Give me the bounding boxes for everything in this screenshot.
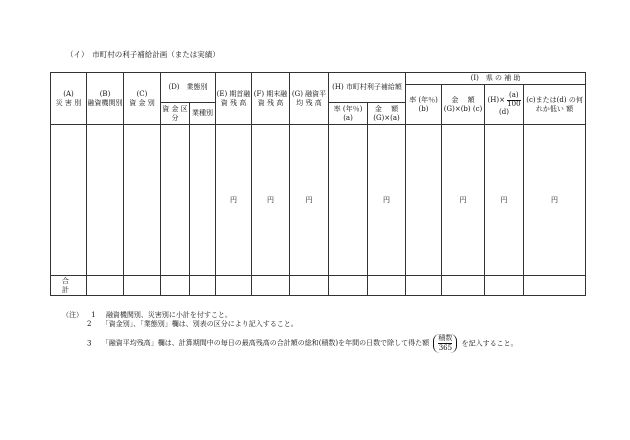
cell-d1[interactable]	[161, 125, 190, 276]
total-h2[interactable]	[368, 276, 406, 296]
note-3	[87, 334, 518, 353]
total-row	[51, 276, 586, 296]
header-b-label: 融資機関別	[87, 98, 123, 107]
note-2-text: 「資金別」、「業態別」欄は、別表の区分により記入すること。	[101, 320, 298, 328]
cell-e[interactable]	[216, 125, 252, 276]
total-i2[interactable]	[442, 276, 485, 296]
header-h-rate: 率 (年％) (a)	[329, 103, 368, 125]
header-i-rate: 率 (年％) (b)	[406, 85, 442, 125]
header-col-d: (D) 業態別	[161, 73, 216, 103]
cell-g[interactable]	[290, 125, 329, 276]
cell-b[interactable]	[87, 125, 124, 276]
unit-yen: 円	[305, 195, 313, 204]
formula-suffix: (d)	[499, 108, 509, 117]
header-h-amount: 金 額 (G)×(a)	[368, 103, 406, 125]
unit-yen: 円	[500, 195, 508, 204]
subsidy-plan-table	[50, 72, 586, 296]
unit-yen: 円	[267, 195, 275, 204]
note-3-text-b: を記入すること。	[461, 339, 518, 348]
header-b-letter: (B)	[99, 90, 111, 99]
header-i-formula	[485, 85, 524, 125]
unit-yen: 円	[230, 195, 238, 204]
header-i-lower: (c)または(d) の何れか低い 額	[524, 85, 586, 125]
header-d-fund: 資 金 区 分	[161, 103, 190, 125]
formula-prefix: (H)×	[487, 96, 505, 105]
header-d-industry: 業種別	[190, 103, 216, 125]
form-title: （イ） 市町村の利子補給計画（または実績）	[66, 50, 220, 59]
total-i1[interactable]	[406, 276, 442, 296]
fraction-denominator: 365	[438, 343, 453, 352]
cell-c[interactable]	[124, 125, 161, 276]
header-col-b	[87, 73, 124, 125]
unit-yen: 円	[459, 195, 467, 204]
header-a-label: 災 害 別	[55, 98, 82, 107]
cell-h2[interactable]	[368, 125, 406, 276]
formula-fraction	[507, 92, 520, 108]
header-a-letter: (A)	[63, 90, 74, 99]
fraction-numerator: 積数	[438, 334, 453, 342]
note-1	[62, 312, 232, 319]
total-d2[interactable]	[190, 276, 216, 296]
cell-i3[interactable]	[485, 125, 524, 276]
note-2-number: 2	[87, 320, 92, 328]
cell-h1[interactable]	[329, 125, 368, 276]
header-col-e: (E) 期首融資 残 高	[216, 73, 252, 125]
unit-yen: 円	[383, 195, 391, 204]
formula-denominator: 100	[507, 99, 521, 108]
header-col-c	[124, 73, 161, 125]
total-h1[interactable]	[329, 276, 368, 296]
header-col-g: (G) 融資平均 残 高	[290, 73, 329, 125]
header-col-h: (H) 市町村利子補給額	[329, 73, 406, 103]
total-b[interactable]	[87, 276, 124, 296]
note-3-number: 3	[87, 339, 92, 348]
header-c-letter: (C)	[136, 90, 148, 99]
cell-i4[interactable]	[524, 125, 586, 276]
total-i3[interactable]	[485, 276, 524, 296]
cell-a[interactable]	[51, 125, 87, 276]
total-c[interactable]	[124, 276, 161, 296]
notes-prefix: （注）	[62, 311, 83, 319]
cell-i1[interactable]	[406, 125, 442, 276]
total-label: 合 計	[51, 276, 87, 296]
cell-f[interactable]	[252, 125, 290, 276]
header-col-i: (I) 県 の 補 助	[406, 73, 586, 85]
header-i-amount: 金 額 (G)×(b) (c)	[442, 85, 485, 125]
cell-i2[interactable]	[442, 125, 485, 276]
total-f[interactable]	[252, 276, 290, 296]
header-col-a	[51, 73, 87, 125]
note-3-fraction	[433, 334, 457, 353]
note-1-number: 1	[91, 311, 96, 319]
header-col-f: (F) 期末融資 残 高	[252, 73, 290, 125]
note-1-text: 融資機関別、災害別に小計を付すこと。	[105, 311, 232, 319]
header-c-label: 資 金 別	[129, 98, 155, 107]
cell-d2[interactable]	[190, 125, 216, 276]
total-d1[interactable]	[161, 276, 190, 296]
total-g[interactable]	[290, 276, 329, 296]
formula-numerator: (a)	[509, 91, 519, 100]
total-e[interactable]	[216, 276, 252, 296]
table-row	[51, 125, 586, 276]
note-3-text-a: 「融資平均残高」欄は、計算期間中の毎日の最高残高の合計額の総和(積数)を年間の日数で除して得た額	[101, 339, 430, 348]
unit-yen: 円	[551, 195, 559, 204]
total-i4[interactable]	[524, 276, 586, 296]
note-2	[87, 321, 298, 328]
